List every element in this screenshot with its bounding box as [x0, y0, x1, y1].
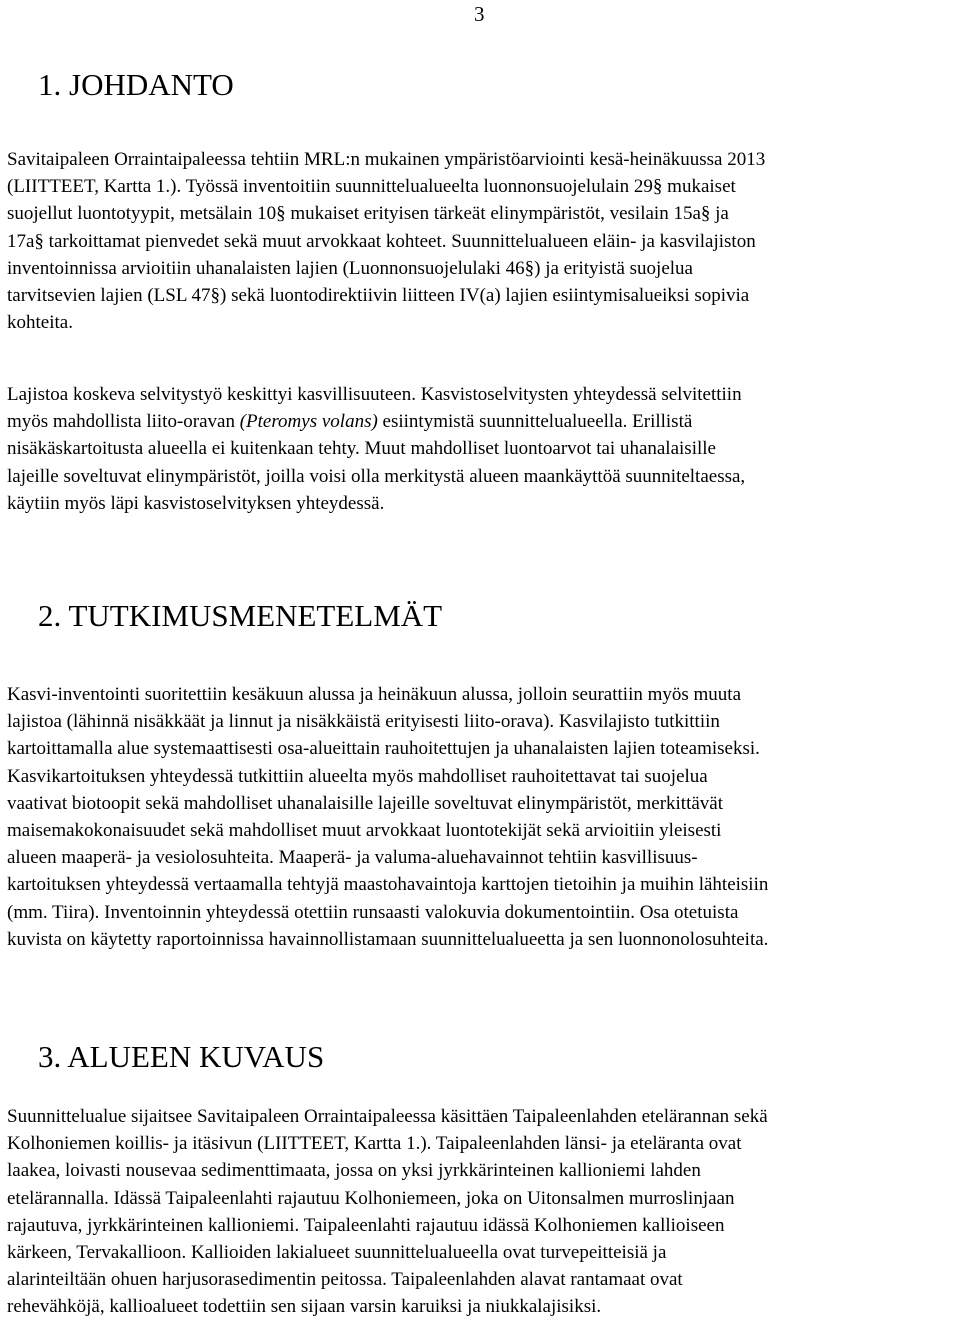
text-line: tarvitsevien lajien (LSL 47§) sekä luontodirektiivin liitteen IV(a) lajien esiintymisalueiksi sopivia	[7, 285, 750, 307]
text-line: suojellut luontotyypit, metsälain 10§ mukaiset erityisen tärkeät elinympäristöt, vesilain 15a§ ja	[7, 203, 729, 225]
text-line: rehevähköjä, kallioalueet todettiin sen sijaan varsin karuiksi ja niukkalajisiksi.	[7, 1296, 602, 1318]
paragraph	[7, 1103, 957, 1321]
species-name: (Pteromys volans)	[239, 411, 378, 433]
text-line: 17a§ tarkoittamat pienvedet sekä muut arvokkaat kohteet. Suunnittelualueen eläin- ja kasvilajiston	[7, 230, 756, 252]
paragraph	[7, 146, 957, 336]
text-line: alueen maaperä- ja vesiolosuhteita. Maaperä- ja valuma-aluehavainnot tehtiin kasvillisuus-	[7, 847, 698, 869]
section-heading-tutkimusmenetelmat: 2. TUTKIMUSMENETELMÄT	[38, 598, 443, 633]
text-line: käytiin myös läpi kasvistoselvityksen yhteydessä.	[7, 492, 385, 514]
text-line: inventoinnissa arvioitiin uhanalaisten lajien (Luonnonsuojelulaki 46§) ja erityistä suojelua	[7, 257, 693, 279]
text-line: kohteita.	[7, 312, 73, 334]
text-line: Kolhoniemen koillis- ja itäsivun (LIITTEET, Kartta 1.). Taipaleenlahden länsi- ja eteläranta ovat	[7, 1133, 742, 1155]
text-line: lajistoa (lähinnä nisäkkäät ja linnut ja nisäkkäistä erityisesti liito-orava). Kasvilajisto tutkittiin	[7, 711, 720, 733]
page-number: 3	[474, 2, 485, 26]
text-line: etelärannalla. Idässä Taipaleenlahti rajautuu Kolhoniemeen, joka on Uitonsalmen murroslinjaan	[7, 1187, 735, 1209]
text-line: Kasvikartoituksen yhteydessä tutkittiin alueelta myös mahdolliset rauhoitettavat tai suojelua	[7, 765, 708, 787]
text-line: (LIITTEET, Kartta 1.). Työssä inventoitiin suunnittelualueelta luonnonsuojelulain 29§ mukaiset	[7, 176, 736, 198]
text-line: laakea, loivasti nousevaa sedimenttimaata, jossa on yksi jyrkkärinteinen kallioniemi lahden	[7, 1160, 701, 1182]
line-after-species: esiintymistä suunnittelualueella. Erillistä	[377, 411, 693, 433]
text-line: Lajistoa koskeva selvitystyö keskittyi kasvillisuuteen. Kasvistoselvitysten yhteydessä selvitettiin	[7, 384, 742, 405]
text-line: rajautuva, jyrkkärinteinen kallioniemi. Taipaleenlahti rajautuu idässä Kolhoniemen kallioiseen	[7, 1214, 725, 1236]
text-line: alarinteiltään ohuen harjusorasedimentin peitossa. Taipaleenlahden alavat rantamaat ovat	[7, 1269, 683, 1291]
text-line: kuvista on käytetty raportoinnissa havainnollistamaan suunnittelualueetta ja sen luonnonolosuhteita.	[7, 928, 769, 950]
text-line: kärkeen, Tervakallioon. Kallioiden lakialueet suunnittelualueella ovat turvepeitteisiä ja	[7, 1242, 667, 1264]
text-line: Suunnittelualue sijaitsee Savitaipaleen Orraintaipaleessa käsittäen Taipaleenlahden etelärannan sekä	[7, 1106, 768, 1127]
paragraph	[7, 681, 957, 953]
text-line: (mm. Tiira). Inventoinnin yhteydessä otettiin runsaasti valokuvia dokumentointiin. Osa otetuista	[7, 901, 739, 923]
text-line: Kasvi-inventointi suoritettiin kesäkuun alussa ja heinäkuun alussa, jolloin seurattiin myös muuta	[7, 684, 742, 705]
section-heading-alueen-kuvaus: 3. ALUEEN KUVAUS	[38, 1039, 325, 1074]
text-line: Savitaipaleen Orraintaipaleessa tehtiin MRL:n mukainen ympäristöarviointi kesä-heinäkuussa 2013	[7, 149, 766, 170]
text-line: kartoituksen yhteydessä vertaamalla tehtyjä maastohavaintoja karttojen tietoihin ja muihin lähteisiin	[7, 874, 769, 896]
text-line: kartoittamalla alue systemaattisesti osa-alueittain rauhoitettujen ja uhanalaisten lajien toteamiseksi.	[7, 738, 760, 760]
text-line: lajeille soveltuvat elinympäristöt, joilla voisi olla merkitystä alueen maankäyttöä suunniteltaessa,	[7, 465, 746, 487]
text-line: nisäkäskartoitusta alueella ei kuitenkaan tehty. Muut mahdolliset luontoarvot tai uhanalaisille	[7, 438, 716, 460]
paragraph	[7, 381, 957, 517]
text-line	[7, 408, 957, 435]
line-before-species: myös mahdollista liito-oravan	[7, 411, 240, 433]
section-heading-johdanto: 1. JOHDANTO	[38, 67, 234, 102]
text-line: vaativat biotoopit sekä mahdolliset uhanalaisille lajeille soveltuvat elinympäristöt, merkittävät	[7, 792, 724, 814]
text-line: maisemakokonaisuudet sekä mahdolliset muut arvokkaat luontotekijät sekä arvioitiin yleisesti	[7, 820, 722, 842]
